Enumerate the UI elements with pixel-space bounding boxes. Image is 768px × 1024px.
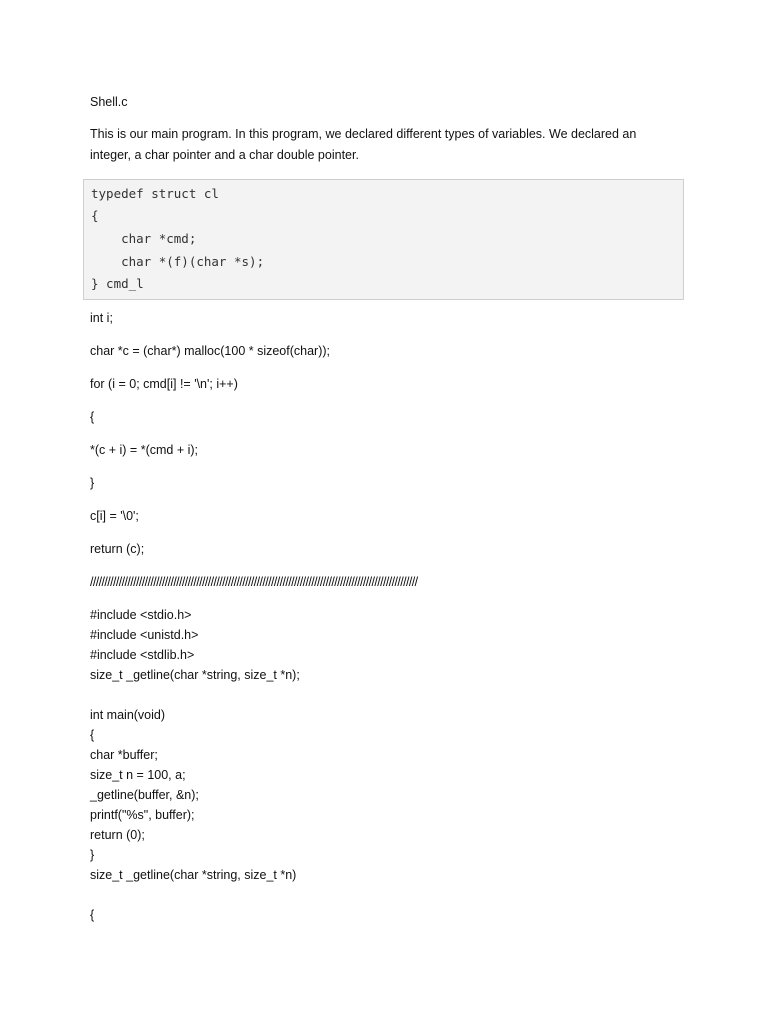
statement-line: return (c); <box>90 542 145 556</box>
statement-line: *(c + i) = *(cmd + i); <box>90 443 199 457</box>
listing-line: { <box>90 728 95 742</box>
statement-line: } <box>90 476 95 490</box>
code-block <box>83 179 684 300</box>
code-line: { <box>91 208 99 223</box>
listing-line: #include <stdio.h> <box>90 608 192 622</box>
code-line: typedef struct cl <box>91 186 219 201</box>
listing-line: size_t _getline(char *string, size_t *n) <box>90 868 297 882</box>
statement-line: { <box>90 410 95 424</box>
listing-line: _getline(buffer, &n); <box>90 788 199 802</box>
listing-line: #include <stdlib.h> <box>90 648 195 662</box>
listing-line: { <box>90 908 95 922</box>
code-line: char *(f)(char *s); <box>91 254 265 269</box>
separator-line: ////////////////////////////////////////////////////////////////////////////////////////////////////////////////// <box>90 575 418 589</box>
listing-line: char *buffer; <box>90 748 158 762</box>
listing-line: size_t _getline(char *string, size_t *n); <box>90 668 300 682</box>
intro-paragraph: This is our main program. In this program, we declared different types of variables. We declared an integer, a char pointer and a char double pointer. <box>90 127 637 162</box>
listing-line: int main(void) <box>90 708 166 722</box>
document-title: Shell.c <box>90 95 128 109</box>
listing-line: printf("%s", buffer); <box>90 808 195 822</box>
listing-line: } <box>90 848 95 862</box>
listing-line: size_t n = 100, a; <box>90 768 186 782</box>
code-line: char *cmd; <box>91 231 197 246</box>
statement-line: int i; <box>90 311 113 325</box>
statement-line: c[i] = '\0'; <box>90 509 139 523</box>
listing-line: return (0); <box>90 828 145 842</box>
code-line: } cmd_l <box>91 276 144 291</box>
statement-line: char *c = (char*) malloc(100 * sizeof(char)); <box>90 344 331 358</box>
listing-line: #include <unistd.h> <box>90 628 199 642</box>
statement-line: for (i = 0; cmd[i] != '\n'; i++) <box>90 377 238 391</box>
